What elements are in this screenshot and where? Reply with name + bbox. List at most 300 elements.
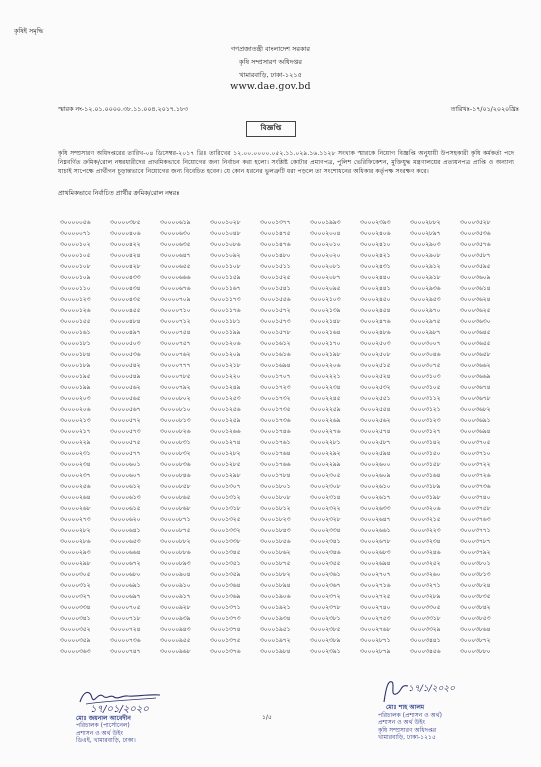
roll-number-cell: ৩০০০০৮৯৩ bbox=[160, 560, 191, 567]
roll-number-cell: ৩০০০০১৫৫ bbox=[60, 318, 91, 325]
roll-number-cell: ৩০০০০৭০৯ bbox=[160, 296, 191, 303]
roll-number-cell: ৩০০০১৮৫৬ bbox=[260, 538, 291, 545]
roll-number-cell: ৩০০০২৩৭৮ bbox=[310, 604, 341, 611]
roll-number-cell: ৩০০০০৭১০ bbox=[160, 307, 191, 314]
roll-number-cell: ৩০০০৩২৬০ bbox=[410, 571, 441, 578]
roll-number-cell: ৩০০০০৬৫৩ bbox=[110, 538, 141, 545]
table-row bbox=[60, 305, 510, 316]
roll-number-cell: ৩০০০২৪০৬ bbox=[360, 230, 391, 237]
roll-number-cell: ৩০০০৩৩১৮ bbox=[410, 615, 441, 622]
roll-number-cell: ৩০০০০১৮১ bbox=[60, 340, 91, 347]
roll-number-cell: ৩০০০১৩৬৯ bbox=[210, 593, 241, 600]
roll-number-cell: ৩০০০২৪৭৬ bbox=[360, 318, 391, 325]
roll-number-cell: ৩০০০৩১২৭ bbox=[410, 428, 441, 435]
roll-number-table bbox=[60, 217, 510, 657]
roll-number-cell: ৩০০০০৬৯৭ bbox=[110, 593, 141, 600]
roll-number-cell: ৩০০০০২৮২ bbox=[60, 527, 91, 534]
table-row bbox=[60, 558, 510, 569]
roll-number-cell: ৩০০০১০৮৬ bbox=[210, 241, 241, 248]
roll-number-cell: ৩০০০৩২৭১ bbox=[410, 582, 441, 589]
roll-number-cell: ৩০০০১২৯৮ bbox=[210, 472, 241, 479]
table-row bbox=[60, 338, 510, 349]
roll-number-cell: ৩০০০০৬২০ bbox=[110, 516, 141, 523]
roll-number-cell: ৩০০০০৬৩৫ bbox=[160, 241, 191, 248]
roll-number-cell: ৩০০০৩০০৭ bbox=[410, 340, 441, 347]
roll-number-cell: ৩০০০১৭০৭ bbox=[260, 373, 291, 380]
roll-number-cell: ৩০০০০৩১২ bbox=[60, 582, 91, 589]
roll-number-cell: ৩০০০৩৭৮৭ bbox=[460, 538, 491, 545]
roll-number-cell: ৩০০০৩২৫২ bbox=[410, 560, 441, 567]
roll-number-cell: ৩০০০০৩০৫ bbox=[60, 571, 91, 578]
roll-number-cell: ৩০০০২৯৭০ bbox=[410, 307, 441, 314]
roll-number-cell: ৩০০০৩৬২৫ bbox=[460, 307, 491, 314]
roll-number-cell: ৩০০০০১০২ bbox=[60, 241, 91, 248]
roll-number-cell: ৩০০০৩৭৩৬ bbox=[460, 483, 491, 490]
roll-number-cell: ৩০০০১৩৭৩ bbox=[210, 615, 241, 622]
roll-number-cell: ৩০০০০৬৪১ bbox=[110, 527, 141, 534]
roll-number-cell: ৩০০০৩১৪২ bbox=[410, 439, 441, 446]
roll-number-cell: ৩০০০০১২৬ bbox=[60, 307, 91, 314]
roll-number-cell: ৩০০০০২০৬ bbox=[60, 406, 91, 413]
roll-number-cell: ৩০০০০৪৩৩ bbox=[110, 274, 141, 281]
roll-number-cell: ৩০০০০২৭৩ bbox=[60, 516, 91, 523]
roll-number-cell: ৩০০০২৭৪০ bbox=[360, 604, 391, 611]
table-row bbox=[60, 371, 510, 382]
roll-number-cell: ৩০০০২১৯৮ bbox=[310, 351, 341, 358]
roll-number-cell: ৩০০০৩৭০৫ bbox=[460, 439, 491, 446]
roll-number-cell: ৩০০০১৮৮২ bbox=[260, 571, 291, 578]
roll-number-cell: ৩০০০১৭৩২ bbox=[260, 395, 291, 402]
roll-number-cell: ৩০০০৩৭২৬ bbox=[460, 472, 491, 479]
table-row bbox=[60, 349, 510, 360]
roll-number-cell: ৩০০০০২১৩ bbox=[60, 417, 91, 424]
roll-number-cell: ৩০০০০৬৫৫ bbox=[160, 263, 191, 270]
roll-number-cell: ৩০০০১৩৩২ bbox=[210, 527, 241, 534]
roll-number-cell: ৩০০০৩৭২২ bbox=[460, 461, 491, 468]
roll-number-cell: ৩০০০০৩৬৩ bbox=[60, 648, 91, 655]
roll-number-cell: ৩০০০০৪২২ bbox=[110, 241, 141, 248]
table-row bbox=[60, 646, 510, 657]
roll-number-cell: ৩০০০০৭৮৫ bbox=[160, 373, 191, 380]
table-row bbox=[60, 492, 510, 503]
roll-number-cell: ৩০০০০৪৩৪ bbox=[110, 285, 141, 292]
roll-number-cell: ৩০০০৩৬৩০ bbox=[460, 318, 491, 325]
roll-number-cell: ৩০০০০৬০৭ bbox=[110, 472, 141, 479]
roll-number-cell: ৩০০০৩৫৭৬ bbox=[460, 241, 491, 248]
roll-number-cell: ৩০০০২৬১৭ bbox=[360, 494, 391, 501]
roll-number-cell: ৩০০০১৮৯৪ bbox=[260, 582, 291, 589]
roll-number-cell: ৩০০০০৬৭৬ bbox=[160, 285, 191, 292]
roll-number-cell: ৩০০০০৪৩৫ bbox=[110, 296, 141, 303]
table-row bbox=[60, 514, 510, 525]
roll-number-cell: ৩০০০০৮৩১ bbox=[160, 439, 191, 446]
roll-number-cell: ৩০০০১৫৭৩ bbox=[260, 318, 291, 325]
table-row bbox=[60, 393, 510, 404]
roll-number-cell: ৩০০০০৪৮৪ bbox=[110, 318, 141, 325]
roll-number-cell: ৩০০০০৯৫৫ bbox=[160, 637, 191, 644]
roll-number-cell: ৩০০০৩৫৮৭ bbox=[460, 252, 491, 259]
roll-number-cell: ৩০০০২৯৫৩ bbox=[410, 296, 441, 303]
roll-number-cell: ৩০০০২৪৫৪ bbox=[360, 307, 391, 314]
roll-number-cell: ৩০০০১৮০৮ bbox=[260, 494, 291, 501]
roll-number-cell: ৩০০০০৬১৯ bbox=[160, 219, 191, 226]
roll-number-cell: ৩০০০১২৫৩ bbox=[210, 395, 241, 402]
roll-number-cell: ৩০০০৩৬২৪ bbox=[460, 296, 491, 303]
roll-number-cell: ৩০০০০২৫৬ bbox=[60, 483, 91, 490]
roll-number-cell: ৩০০০০৮১৩ bbox=[160, 417, 191, 424]
roll-number-cell: ৩০০০২২৮১ bbox=[310, 439, 341, 446]
notice-body: কৃষি সম্প্রসারণ অধিদপ্তরের তারিখ-০৪ ডিসেম্বর-২০১৭ খ্রিঃ তারিখের ১২.০০.০০০০.০৫২.১১.০২৯.১৬.১১২৮ সংখ্যক স্মারকে নিয়োগ বিজ্ঞপ্তি অনুযায়ী উপসহকারী কৃষি কর্মকর্তা পদে নিম্নবর্ণিত ক্রমিক/রোল নম্বরধারীদের প্রাথমিকভাবে নিয়োগের জন্য নির্বাচন করা হলো। সংশ্লিষ্ট কোটার প্রমাণপত্র, পুলিশ ভেরিফিকেশন, মুক্তিযুদ্ধ মন্ত্রণালয়ের প্রত্যয়নপত্র প্রাপ্তি ও অন্যান্য যাচাই সাপেক্ষে প্রার্থীগন চূড়ান্তভাবে নিয়োগের জন্য বিবেচিত হবেন। যে কোন ধরনের ভুলত্রুটি ধরা পড়লে তা সংশোধনের অধিকার কর্তৃপক্ষ সংরক্ষণ করে। bbox=[58, 150, 514, 176]
roll-number-cell: ৩০০০০৬১২ bbox=[110, 483, 141, 490]
roll-number-cell: ৩০০০০৭৭৭ bbox=[160, 362, 191, 369]
table-row bbox=[60, 250, 510, 261]
signature-left-date: ১৭/০১/২০২০ bbox=[90, 704, 149, 715]
roll-number-cell: ৩০০০১৮৭৫ bbox=[260, 560, 291, 567]
roll-number-cell: ৩০০০১৩৭৫ bbox=[210, 637, 241, 644]
roll-number-cell: ৩০০০৩৫৩৬ bbox=[460, 230, 491, 237]
roll-number-cell: ৩০০০২৪৪১ bbox=[360, 285, 391, 292]
roll-number-cell: ৩০০০৩২৮৯ bbox=[410, 593, 441, 600]
roll-number-cell: ৩০০০১৭২৩ bbox=[260, 384, 291, 391]
roll-number-cell: ৩০০০১৯৩৪ bbox=[260, 615, 291, 622]
roll-number-cell: ৩০০০১৭৬৪ bbox=[260, 450, 291, 457]
roll-number-cell: ৩০০০০৯৩৯ bbox=[160, 615, 191, 622]
memo-number: স্মারক নং-১২.০১.০০০০.৩৮.১১.০০৪.২০১৭.১৮৩ bbox=[58, 106, 189, 113]
roll-number-cell: ৩০০০২৯৩৬ bbox=[410, 285, 441, 292]
roll-number-cell: ৩০০০৩৪৪১ bbox=[410, 637, 441, 644]
roll-number-cell: ৩০০০১০২৮ bbox=[210, 219, 241, 226]
roll-number-cell: ৩০০০২৬৮৩ bbox=[360, 549, 391, 556]
signature-right-name: মোঃ শাহ আলম bbox=[386, 704, 425, 711]
roll-number-cell: ৩০০০২১০৩ bbox=[310, 296, 341, 303]
roll-number-cell: ৩০০০২০১০ bbox=[310, 241, 341, 248]
roll-number-cell: ৩০০০৩৬৯১ bbox=[460, 417, 491, 424]
roll-number-cell: ৩০০০২৫৭৪ bbox=[360, 428, 391, 435]
roll-number-cell: ৩০০০৩৮৩৫ bbox=[460, 593, 491, 600]
roll-number-cell: ৩০০০৩২২৩ bbox=[410, 527, 441, 534]
roll-number-cell: ৩০০০২৭৫৩ bbox=[360, 615, 391, 622]
roll-number-cell: ৩০০০৩১৯৮ bbox=[410, 494, 441, 501]
roll-number-cell: ৩০০০১৪৭৬ bbox=[260, 241, 291, 248]
roll-number-cell: ৩০০০০২৮৬ bbox=[60, 538, 91, 545]
roll-number-cell: ৩০০০২৫২৪ bbox=[360, 373, 391, 380]
roll-number-cell: ৩০০০০৭২৪ bbox=[110, 626, 141, 633]
roll-number-cell: ৩০০০১৩১৮ bbox=[210, 505, 241, 512]
roll-number-cell: ৩০০০১৩৭১ bbox=[210, 604, 241, 611]
roll-number-cell: ৩০০০১৭৬১ bbox=[260, 439, 291, 446]
roll-number-cell: ৩০০০১১০৮ bbox=[210, 263, 241, 270]
roll-number-cell: ৩০০০৩০৪৬ bbox=[410, 351, 441, 358]
roll-number-cell: ৩০০০২২৩৪ bbox=[310, 384, 341, 391]
roll-number-cell: ৩০০০২২০৬ bbox=[310, 362, 341, 369]
table-row bbox=[60, 283, 510, 294]
roll-number-cell: ৩০০০৩২০৬ bbox=[410, 505, 441, 512]
roll-number-cell: ৩০০০০১০৯ bbox=[60, 274, 91, 281]
corner-slogan: কৃষিই সমৃদ্ধি bbox=[14, 28, 44, 35]
roll-number-cell: ৩০০০১৭৪৬ bbox=[260, 428, 291, 435]
roll-number-cell: ৩০০০০১২৩ bbox=[60, 296, 91, 303]
roll-number-cell: ৩০০০২৬০০ bbox=[360, 461, 391, 468]
roll-number-cell: ৩০০০১৯৯৩ bbox=[310, 219, 341, 226]
roll-number-cell: ৩০০০৩৭৭১ bbox=[460, 527, 491, 534]
roll-number-cell: ৩০০০২২৯৯ bbox=[310, 461, 341, 468]
roll-number-cell: ৩০০০২৬১০ bbox=[360, 483, 391, 490]
roll-number-cell: ৩০০০০২০৩ bbox=[60, 395, 91, 402]
roll-number-cell: ৩০০০১৩০৭ bbox=[210, 483, 241, 490]
roll-number-cell: ৩০০০২৭২৫ bbox=[360, 593, 391, 600]
roll-number-cell: ৩০০০০৫৬২ bbox=[110, 384, 141, 391]
roll-number-cell: ৩০০০২৬৯৪ bbox=[360, 560, 391, 567]
roll-number-cell: ৩০০০১১৭৬ bbox=[210, 307, 241, 314]
roll-number-cell: ৩০০০০২২৯ bbox=[60, 439, 91, 446]
roll-number-cell: ৩০০০০১৮৯ bbox=[60, 362, 91, 369]
table-row bbox=[60, 481, 510, 492]
roll-number-cell: ৩০০০০৭৯২ bbox=[160, 384, 191, 391]
roll-number-cell: ৩০০০২৫৯৪ bbox=[360, 450, 391, 457]
roll-number-cell: ৩০০০১৬১২ bbox=[260, 340, 291, 347]
memo-date: তারিখঃ-১৭/০১/২০২০খ্রিঃ bbox=[450, 106, 519, 113]
table-row bbox=[60, 437, 510, 448]
roll-number-cell: ৩০০০০৭৪৭ bbox=[110, 648, 141, 655]
roll-number-cell: ৩০০০০২৯৩ bbox=[60, 549, 91, 556]
roll-number-cell: ৩০০০১১৭৩ bbox=[210, 296, 241, 303]
roll-number-cell: ৩০০০৩৬০৯ bbox=[460, 274, 491, 281]
roll-number-cell: ৩০০০৩৬৭৪ bbox=[460, 384, 491, 391]
roll-number-cell: ৩০০০০৩৪১ bbox=[60, 615, 91, 622]
roll-number-cell: ৩০০০০৫৩৬ bbox=[110, 351, 141, 358]
roll-number-cell: ৩০০০২৭৬৮ bbox=[360, 626, 391, 633]
table-row bbox=[60, 294, 510, 305]
roll-number-cell: ৩০০০১২৭৪ bbox=[210, 439, 241, 446]
table-row bbox=[60, 360, 510, 371]
roll-number-cell: ৩০০০০৭৫৭ bbox=[160, 340, 191, 347]
table-row bbox=[60, 426, 510, 437]
roll-number-cell: ৩০০০২৬০৯ bbox=[360, 472, 391, 479]
roll-number-cell: ৩০০০৩৬৬৯ bbox=[460, 373, 491, 380]
roll-number-cell: ৩০০০০৮৩২ bbox=[160, 450, 191, 457]
roll-number-cell: ৩০০০৩০৭৫ bbox=[410, 362, 441, 369]
roll-number-cell: ৩০০০০৭০৫ bbox=[110, 604, 141, 611]
roll-number-cell: ৩০০০১৫৭২ bbox=[260, 307, 291, 314]
roll-number-cell: ৩০০০২৫৩২ bbox=[360, 384, 391, 391]
roll-number-cell: ৩০০০২৩২৮ bbox=[310, 516, 341, 523]
roll-number-cell: ৩০০০০২১৭ bbox=[60, 428, 91, 435]
roll-number-cell: ৩০০০০৩৫৯ bbox=[60, 637, 91, 644]
signature-right-wing: প্রশাসন ও অর্থ উইং bbox=[378, 719, 425, 727]
roll-number-cell: ৩০০০২১৭০ bbox=[310, 340, 341, 347]
roll-number-cell: ৩০০০০১১০ bbox=[60, 285, 91, 292]
table-row bbox=[60, 591, 510, 602]
roll-number-cell: ৩০০০০৮৬৮ bbox=[160, 505, 191, 512]
roll-number-cell: ৩০০০০৫৭২ bbox=[110, 417, 141, 424]
roll-number-cell: ৩০০০০৮২৬ bbox=[160, 428, 191, 435]
roll-number-cell: ৩০০০২৫৬২ bbox=[360, 417, 391, 424]
roll-number-cell: ৩০০০০৮৪৬ bbox=[160, 472, 191, 479]
table-row bbox=[60, 635, 510, 646]
roll-number-cell: ৩০০০২৪৩১ bbox=[360, 263, 391, 270]
roll-number-cell: ৩০০০৩৭৪০ bbox=[460, 494, 491, 501]
roll-number-cell: ৩০০০২২৪৫ bbox=[310, 395, 341, 402]
table-row bbox=[60, 602, 510, 613]
roll-number-cell: ৩০০০২১৬৪ bbox=[310, 329, 341, 336]
roll-number-cell: ৩০০০২৬৬১ bbox=[360, 527, 391, 534]
roll-number-cell: ৩০০০১৯৭২ bbox=[260, 637, 291, 644]
roll-number-cell: ৩০০০৩৭৫৮ bbox=[460, 505, 491, 512]
roll-number-cell: ৩০০০১৯৮৪ bbox=[260, 648, 291, 655]
roll-number-cell: ৩০০০৩৮৬৪ bbox=[460, 626, 491, 633]
roll-number-cell: ৩০০০১৯৫১ bbox=[260, 626, 291, 633]
roll-number-cell: ৩০০০০৯১০ bbox=[160, 582, 191, 589]
roll-number-cell: ৩০০০২৩৪১ bbox=[310, 538, 341, 545]
roll-number-cell: ৩০০০১২৮২ bbox=[210, 450, 241, 457]
roll-number-cell: ৩০০০২৩১৪ bbox=[310, 494, 341, 501]
list-heading: প্রাথমিকভাবে নির্বাচিত প্রার্থীর ক্রমিক/রোল নম্বরঃ bbox=[58, 190, 180, 197]
roll-number-cell: ৩০০০০৬১৩ bbox=[110, 494, 141, 501]
table-row bbox=[60, 470, 510, 481]
roll-number-cell: ৩০০০০৮৮২ bbox=[160, 538, 191, 545]
roll-number-cell: ৩০০০০৮৭১ bbox=[160, 516, 191, 523]
roll-number-cell: ৩০০০১৩৭৬ bbox=[210, 648, 241, 655]
roll-number-cell: ৩০০০০১০৮ bbox=[60, 263, 91, 270]
roll-number-cell: ৩০০০১৮৬২ bbox=[260, 549, 291, 556]
roll-number-cell: ৩০০০৩৮২৪ bbox=[460, 582, 491, 589]
roll-number-cell: ৩০০০০৭৫৪ bbox=[160, 329, 191, 336]
table-row bbox=[60, 448, 510, 459]
roll-number-cell: ৩০০০২২৫৯ bbox=[310, 406, 341, 413]
roll-number-cell: ৩০০০০৭৩৬ bbox=[110, 637, 141, 644]
roll-number-cell: ৩০০০১৩৭৪ bbox=[210, 626, 241, 633]
roll-number-cell: ৩০০০৩৬৯৪ bbox=[460, 428, 491, 435]
header-department: কৃষি সম্প্রসারণ অধিদপ্তর bbox=[239, 58, 302, 66]
roll-number-cell: ৩০০০০৫৪৯ bbox=[110, 373, 141, 380]
roll-number-cell: ৩০০০২৩৬৭ bbox=[310, 582, 341, 589]
roll-number-cell: ৩০০০০৪৯৭ bbox=[110, 329, 141, 336]
roll-number-cell: ৩০০০২৯১৮ bbox=[410, 274, 441, 281]
page-number: ১/৫ bbox=[262, 714, 272, 721]
roll-number-cell: ৩০০০২৫১৫ bbox=[360, 362, 391, 369]
roll-number-cell: ৩০০০১৯০৬ bbox=[260, 593, 291, 600]
roll-number-cell: ৩০০০১৭৩৬ bbox=[260, 417, 291, 424]
roll-number-cell: ৩০০০২০৮১ bbox=[310, 263, 341, 270]
roll-number-cell: ৩০০০০০৫৬ bbox=[60, 219, 91, 226]
roll-number-cell: ৩০০০২৩০৫ bbox=[310, 472, 341, 479]
roll-number-cell: ৩০০০৩৫৯৫ bbox=[460, 263, 491, 270]
roll-number-cell: ৩০০০৩৬৫৮ bbox=[460, 351, 491, 358]
roll-number-cell: ৩০০০১৮৪৩ bbox=[260, 527, 291, 534]
roll-number-cell: ৩০০০০৯৬৮ bbox=[160, 648, 191, 655]
roll-number-cell: ৩০০০২৩৬১ bbox=[310, 571, 341, 578]
roll-number-cell: ৩০০০০৯৪৩ bbox=[160, 626, 191, 633]
roll-number-cell: ৩০০০১২৮৫ bbox=[210, 461, 241, 468]
roll-number-cell: ৩০০০২৩৪৬ bbox=[310, 549, 341, 556]
table-row bbox=[60, 404, 510, 415]
signature-left-name: মোঃ জয়নাল আবেদীন bbox=[76, 714, 131, 722]
roll-number-cell: ৩০০০১১৮১ bbox=[210, 318, 241, 325]
roll-number-cell: ৩০০০০২৬৪ bbox=[60, 494, 91, 501]
roll-number-cell: ৩০০০২৮৭১ bbox=[360, 637, 391, 644]
roll-number-cell: ৩০০০০৮৮৬ bbox=[160, 549, 191, 556]
signature-right-address: খামারবাড়ি, ঢাকা-১২১৫ bbox=[378, 734, 436, 742]
table-row bbox=[60, 228, 510, 239]
signature-right-date: ১৭/১/২০২০ bbox=[408, 684, 456, 694]
roll-number-cell: ৩০০০১৮২৩ bbox=[260, 516, 291, 523]
header-website-link[interactable]: www.dae.gov.bd bbox=[230, 81, 311, 92]
roll-number-cell: ৩০০০১৫৭৮ bbox=[260, 329, 291, 336]
roll-number-cell: ৩০০০০৪২৮ bbox=[110, 263, 141, 270]
roll-number-cell: ৩০০০০৪৫৫ bbox=[110, 307, 141, 314]
table-row bbox=[60, 536, 510, 547]
roll-number-cell: ৩০০০৩৮৭২ bbox=[460, 637, 491, 644]
roll-number-cell: ৩০০০২৯০৩ bbox=[410, 241, 441, 248]
roll-number-cell: ৩০০০০৬৬৪ bbox=[110, 549, 141, 556]
roll-number-cell: ৩০০০০২৯৮ bbox=[60, 560, 91, 567]
table-row bbox=[60, 525, 510, 536]
roll-number-cell: ৩০০০০৬০১ bbox=[110, 461, 141, 468]
table-row bbox=[60, 459, 510, 470]
roll-number-cell: ৩০০০৩১৮৯ bbox=[410, 483, 441, 490]
roll-number-cell: ৩০০০১৫২৫ bbox=[260, 274, 291, 281]
roll-number-cell: ৩০০০২০০৪ bbox=[310, 230, 341, 237]
roll-number-cell: ৩০০০১৭৬৬ bbox=[260, 461, 291, 468]
table-row bbox=[60, 613, 510, 624]
roll-number-cell: ৩০০০০৬১৫ bbox=[110, 505, 141, 512]
roll-number-cell: ৩০০০৩৩২৯ bbox=[410, 626, 441, 633]
roll-number-cell: ৩০০০৩৮১৩ bbox=[460, 571, 491, 578]
roll-number-cell: ৩০০০৩১০৫ bbox=[410, 384, 441, 391]
roll-number-cell: ৩০০০১৬১৬ bbox=[260, 351, 291, 358]
roll-number-cell: ৩০০০৩১০৩ bbox=[410, 373, 441, 380]
roll-number-cell: ৩০০০৩২৪৬ bbox=[410, 549, 441, 556]
roll-number-cell: ৩০০০২০৯৫ bbox=[310, 285, 341, 292]
notice-title: বিজ্ঞপ্তি bbox=[246, 121, 296, 137]
roll-number-cell: ৩০০০৩৩০৫ bbox=[410, 604, 441, 611]
roll-number-cell: ৩০০০২৫৫৪ bbox=[360, 406, 391, 413]
roll-number-cell: ৩০০০১৭৩৫ bbox=[260, 406, 291, 413]
table-row bbox=[60, 569, 510, 580]
roll-number-cell: ৩০০০২৮৮২ bbox=[410, 219, 441, 226]
roll-number-cell: ৩০০০৩৮৮০ bbox=[460, 648, 491, 655]
roll-number-cell: ৩০০০৩৬৪৫ bbox=[460, 329, 491, 336]
roll-number-cell: ৩০০০০৫৬৫ bbox=[110, 395, 141, 402]
roll-number-cell: ৩০০০০৩৫২ bbox=[60, 626, 91, 633]
roll-number-cell: ৩০০০১২০৯ bbox=[210, 351, 241, 358]
roll-number-cell: ৩০০০১২৪৯ bbox=[210, 384, 241, 391]
roll-number-cell: ৩০০০১৩৫৯ bbox=[210, 571, 241, 578]
roll-number-cell: ৩০০০৩২৩৪ bbox=[410, 538, 441, 545]
signature-left-designation: পরিচালক (পার্সোনেল) bbox=[76, 722, 130, 730]
roll-number-cell: ৩০০০১৮১২ bbox=[260, 505, 291, 512]
roll-number-cell: ৩০০০২৩৩৪ bbox=[310, 527, 341, 534]
roll-number-cell: ৩০০০০৬৬৬ bbox=[160, 274, 191, 281]
table-row bbox=[60, 272, 510, 283]
roll-number-cell: ৩০০০২৩৯৩ bbox=[360, 219, 391, 226]
roll-number-cell: ৩০০০১৩৬৪ bbox=[210, 582, 241, 589]
roll-number-cell: ৩০০০২৬৭৮ bbox=[360, 538, 391, 545]
signature-left-wing: প্রশাসন ও অর্থ উইং bbox=[76, 729, 123, 737]
roll-number-cell: ৩০০০০৫৭৩ bbox=[110, 428, 141, 435]
roll-number-cell: ৩০০০৩৬১৪ bbox=[460, 285, 491, 292]
roll-number-cell: ৩০০০২৪৫০ bbox=[360, 296, 391, 303]
signature-left bbox=[76, 686, 166, 745]
signature-right-department: কৃষি সম্প্রসারণ অধিদপ্তর bbox=[378, 726, 437, 734]
roll-number-cell: ৩০০০২৪৪০ bbox=[360, 274, 391, 281]
roll-number-cell: ৩০০০০১৯৯ bbox=[60, 384, 91, 391]
roll-number-cell: ৩০০০১৪৭৫ bbox=[260, 230, 291, 237]
table-row bbox=[60, 327, 510, 338]
roll-number-cell: ৩০০০২৮৯৭ bbox=[410, 230, 441, 237]
roll-number-cell: ৩০০০০৮০২ bbox=[160, 395, 191, 402]
roll-number-cell: ৩০০০০৬৭২ bbox=[110, 560, 141, 567]
